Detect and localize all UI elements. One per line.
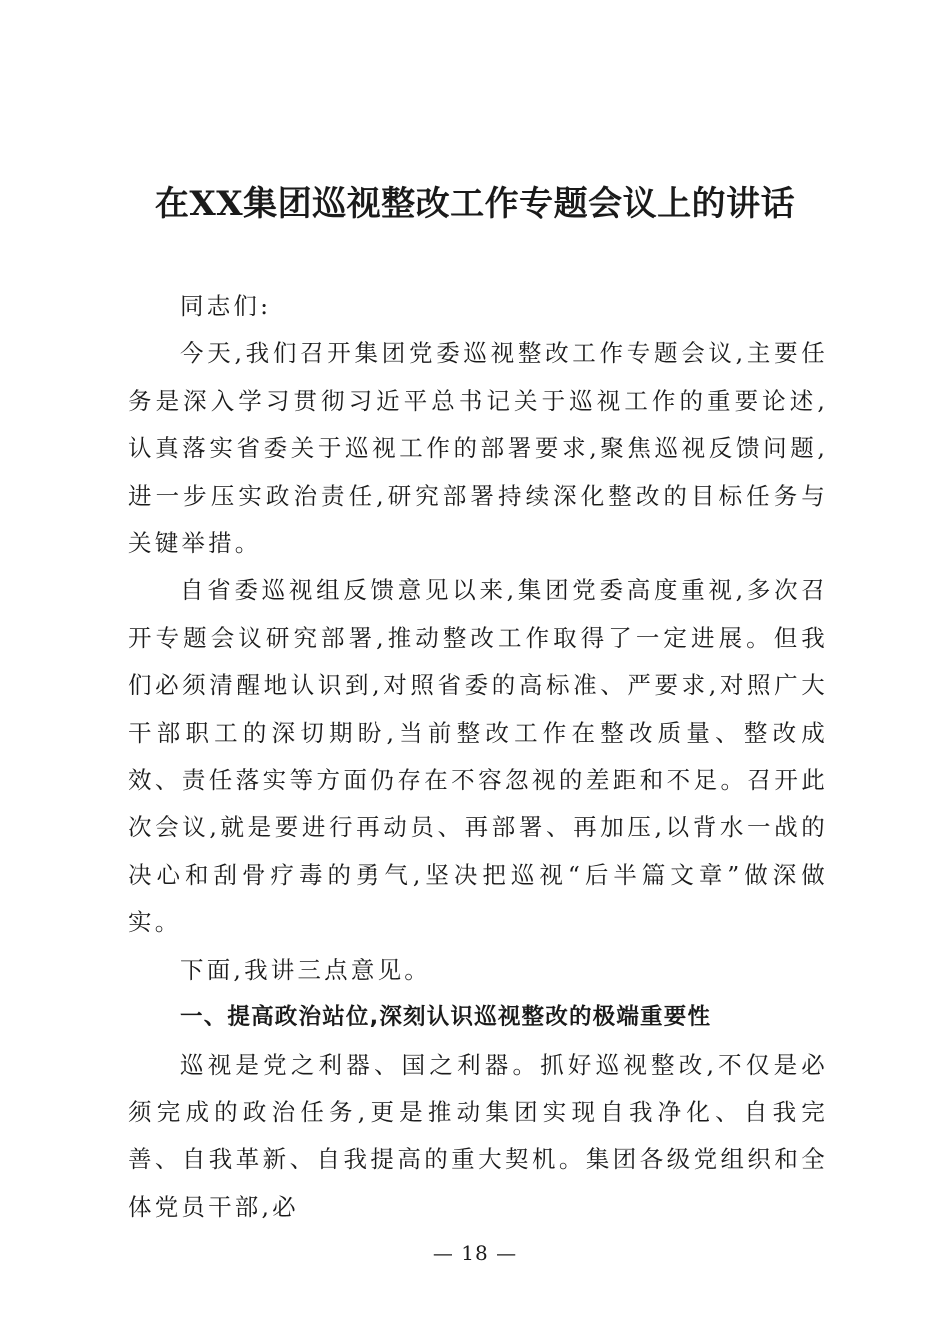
paragraph-transition: 下面,我讲三点意见。 <box>180 955 431 984</box>
section-1-paragraph: 巡视是党之利器、国之利器。抓好巡视整改,不仅是必须完成的政治任务,更是推动集团实现自我净化、自我完善、自我革新、自我提高的重大契机。集团各级党组织和全体党员干部,必 <box>128 1050 828 1221</box>
document-body <box>128 283 828 1231</box>
paragraph-background: 自省委巡视组反馈意见以来,集团党委高度重视,多次召开专题会议研究部署,推动整改工作取得了一定进展。但我们必须清醒地认识到,对照省委的高标准、严要求,对照广大干部职工的深切期盼,当前整改工作在整改质量、整改成效、责任落实等方面仍存在不容忽视的差距和不足。召开此次会议,就是要进行再动员、再部署、再加压,以背水一战的决心和刮骨疗毒的勇气,坚决把巡视“后半篇文章”做深做实。 <box>128 576 828 937</box>
salutation: 同志们: <box>180 292 272 320</box>
document-title: 在XX集团巡视整改工作专题会议上的讲话 <box>154 184 796 224</box>
page-number: — 18 — <box>432 1241 518 1265</box>
paragraph-intro: 今天,我们召开集团党委巡视整改工作专题会议,主要任务是深入学习贯彻习近平总书记关于巡视工作的重要论述,认真落实省委关于巡视工作的部署要求,聚焦巡视反馈问题,进一步压实政治责任,研究部署持续深化整改的目标任务与关键举措。 <box>128 339 828 558</box>
section-heading-1: 一、提高政治站位,深刻认识巡视整改的极端重要性 <box>180 1004 712 1031</box>
